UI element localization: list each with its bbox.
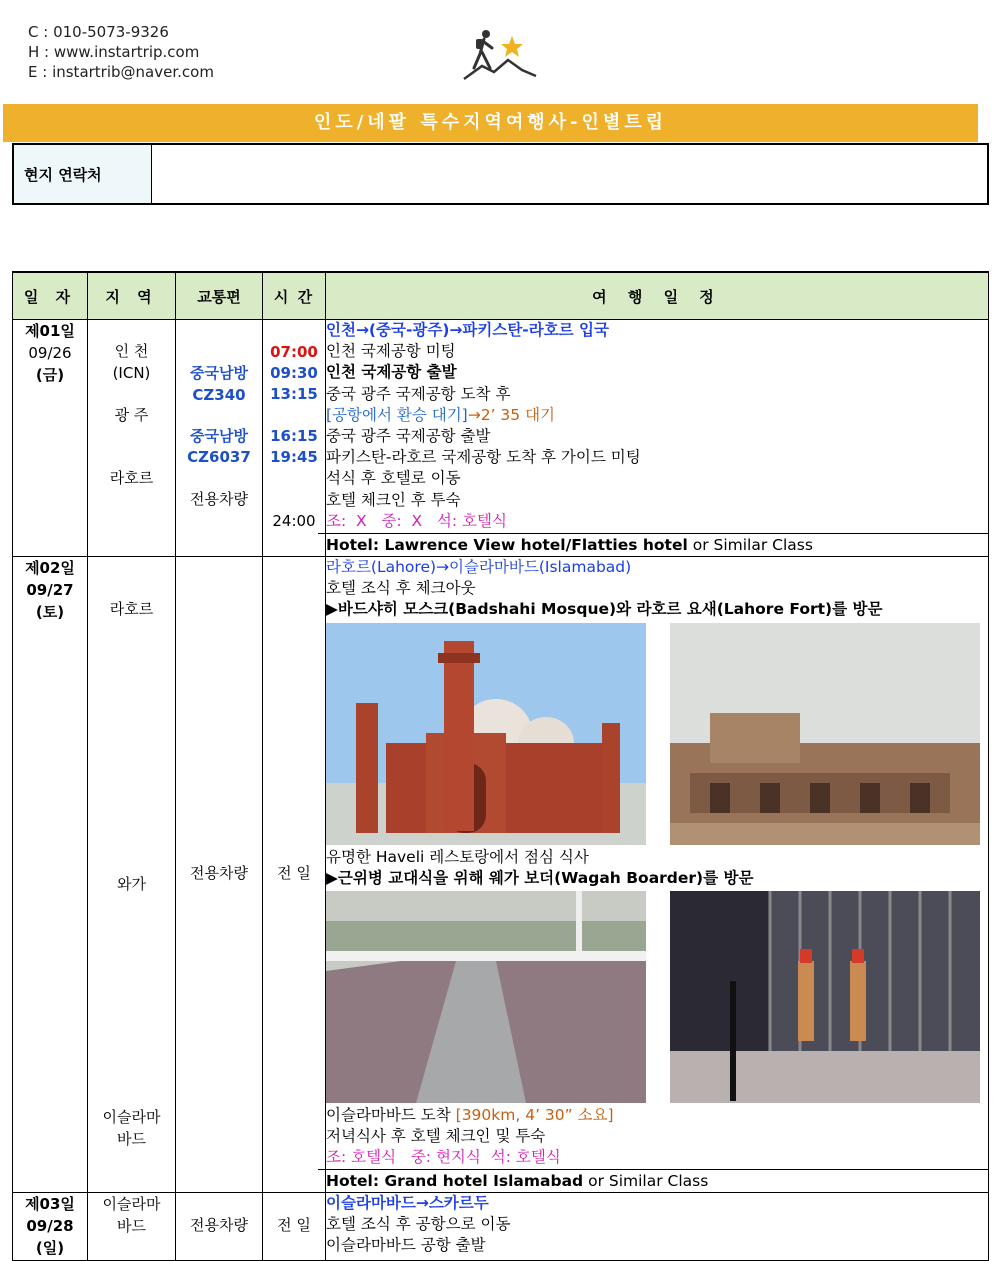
header-time: 시 간 xyxy=(263,272,326,320)
header-transport: 교통편 xyxy=(176,272,263,320)
day1-route: 인천→(중국-광주)→파키스탄-라호르 입국 xyxy=(326,321,610,339)
plan-highlight: ▶근위병 교대식을 위해 웨가 보더(Wagah Boarder)를 방문 xyxy=(326,868,754,887)
day1-hotel xyxy=(318,533,988,556)
day3-time-cell xyxy=(263,1192,326,1260)
day1-airline: 중국남방 xyxy=(190,427,248,445)
badshahi-mosque-photo xyxy=(326,623,646,845)
plan-line: 유명한 Haveli 레스토랑에서 점심 식사 xyxy=(326,847,589,866)
day2-region-cell xyxy=(88,557,176,1193)
header-date: 일 자 xyxy=(13,272,88,320)
day3-weekday: (일) xyxy=(35,1238,65,1257)
header-region: 지 역 xyxy=(88,272,176,320)
table-header-row xyxy=(13,272,989,320)
day2-time: 전 일 xyxy=(277,864,311,883)
day3-vehicle: 전용차량 xyxy=(190,1215,248,1234)
itinerary-table xyxy=(12,271,989,1261)
day1-date-cell xyxy=(13,320,88,557)
plan-wait-time: →2’ 35 대기 xyxy=(467,405,556,424)
plan-line: 중국 광주 국제공항 도착 후 xyxy=(326,384,511,403)
day1-meals: 조: X 중: X 석: 호텔식 xyxy=(326,511,507,530)
plan-line: 이슬라마바드 공항 출발 xyxy=(326,1236,486,1255)
plan-line: 인천 국제공항 미팅 xyxy=(326,342,456,361)
day1-place: 광 주 xyxy=(114,406,149,424)
day1-time: 13:15 xyxy=(270,385,318,403)
day1-hotel-suffix: or Similar Class xyxy=(687,536,813,555)
local-contact-box xyxy=(12,143,989,205)
wagah-photos xyxy=(326,891,980,1103)
contact-email: E : instartrib@naver.com xyxy=(28,63,214,81)
plan-line: 이슬라마바드 도착 xyxy=(326,1106,456,1125)
day1-vehicle: 전용차량 xyxy=(190,490,248,508)
day1-weekday: (금) xyxy=(35,366,65,384)
plan-line: 중국 광주 국제공항 출발 xyxy=(326,427,491,446)
day1-date: 09/26 xyxy=(28,344,72,362)
day1-hotel-name: Hotel: Lawrence View hotel/Flatties hotel xyxy=(326,536,688,555)
day1-time: 09:30 xyxy=(270,364,318,382)
day2-label: 제02일 xyxy=(25,559,75,578)
plan-line: 석식 후 호텔로 이동 xyxy=(326,469,461,488)
plan-distance: [390km, 4’ 30” 소요] xyxy=(455,1106,614,1125)
contact-info xyxy=(28,22,214,82)
lahore-photos xyxy=(326,623,980,845)
day1-airline: 중국남방 xyxy=(190,364,248,382)
plan-line: 파키스탄-라호르 국제공항 도착 후 가이드 미팅 xyxy=(326,448,641,467)
day2-weekday: (토) xyxy=(35,603,65,622)
day2-vehicle: 전용차량 xyxy=(190,864,248,883)
day1-place: (ICN) xyxy=(112,364,151,382)
plan-transfer-note: [공항에서 환승 대기] xyxy=(326,405,468,424)
day1-label: 제01일 xyxy=(25,322,75,340)
day2-route: 라호르(Lahore)→이슬라마바드(Islamabad) xyxy=(326,558,632,577)
day2-date-cell xyxy=(13,557,88,1193)
day2-meals: 조: 호텔식 중: 현지식 석: 호텔식 xyxy=(326,1148,561,1167)
day3-date: 09/28 xyxy=(26,1216,74,1235)
day2-place: 이슬라마 xyxy=(102,1108,161,1127)
day3-plan-cell xyxy=(326,1192,989,1260)
header-schedule: 여 행 일 정 xyxy=(326,272,989,320)
day1-place: 인 천 xyxy=(114,342,149,360)
day1-time-cell xyxy=(263,320,326,557)
day3-place: 이슬라마 xyxy=(102,1194,161,1213)
plan-line: 호텔 체크인 후 투숙 xyxy=(326,490,461,509)
day1-time: 07:00 xyxy=(270,343,318,361)
wagah-ceremony-photo xyxy=(670,891,980,1103)
day2-place: 와가 xyxy=(117,875,146,894)
day2-hotel-name: Hotel: Grand hotel Islamabad xyxy=(326,1171,584,1190)
plan-highlight: ▶바드샤히 모스크(Badshahi Mosque)와 라호르 요새(Lahore Fort)를 방문 xyxy=(326,600,883,619)
day2-place: 바드 xyxy=(117,1130,146,1149)
contact-phone: C : 010-5073-9326 xyxy=(28,23,169,41)
day1-plan-cell xyxy=(326,320,989,557)
plan-line: 인천 국제공항 출발 xyxy=(326,363,457,382)
day2-hotel-suffix: or Similar Class xyxy=(583,1171,709,1190)
plan-line: 저녁식사 후 호텔 체크인 및 투숙 xyxy=(326,1127,546,1146)
table-row xyxy=(13,320,989,557)
day3-transport-cell xyxy=(176,1192,263,1260)
hiker-logo-icon xyxy=(460,24,540,84)
day1-transport-cell xyxy=(176,320,263,557)
day1-place: 라호르 xyxy=(109,469,154,487)
company-banner: 인도/네팔 특수지역여행사-인별트립 xyxy=(3,104,978,142)
day3-time: 전 일 xyxy=(277,1215,311,1234)
lahore-fort-photo xyxy=(670,623,980,845)
local-contact-label: 현지 연락처 xyxy=(14,145,152,203)
table-row xyxy=(13,557,989,1193)
day2-place: 라호르 xyxy=(109,600,154,619)
plan-line: 호텔 조식 후 체크아웃 xyxy=(326,579,476,598)
day1-flight-number: CZ6037 xyxy=(187,448,251,466)
day2-date: 09/27 xyxy=(26,581,74,600)
day3-label: 제03일 xyxy=(25,1194,75,1213)
day1-flight-number: CZ340 xyxy=(192,386,246,404)
day1-time: 19:45 xyxy=(270,448,318,466)
day3-route: 이슬라마바드→스카르두 xyxy=(326,1193,489,1212)
wagah-crowd-photo xyxy=(326,891,646,1103)
day3-place: 바드 xyxy=(117,1216,146,1235)
day1-time: 16:15 xyxy=(270,427,318,445)
day2-hotel xyxy=(318,1169,988,1192)
local-contact-value xyxy=(152,145,987,203)
day1-time: 24:00 xyxy=(272,512,316,530)
day3-date-cell xyxy=(13,1192,88,1260)
day3-region-cell xyxy=(88,1192,176,1260)
day2-plan-cell xyxy=(326,557,989,1193)
table-row xyxy=(13,1192,989,1260)
day2-transport-cell xyxy=(176,557,263,1193)
contact-website: H : www.instartrip.com xyxy=(28,43,200,61)
plan-line: 호텔 조식 후 공항으로 이동 xyxy=(326,1214,511,1233)
day2-time-cell xyxy=(263,557,326,1193)
day1-region-cell xyxy=(88,320,176,557)
